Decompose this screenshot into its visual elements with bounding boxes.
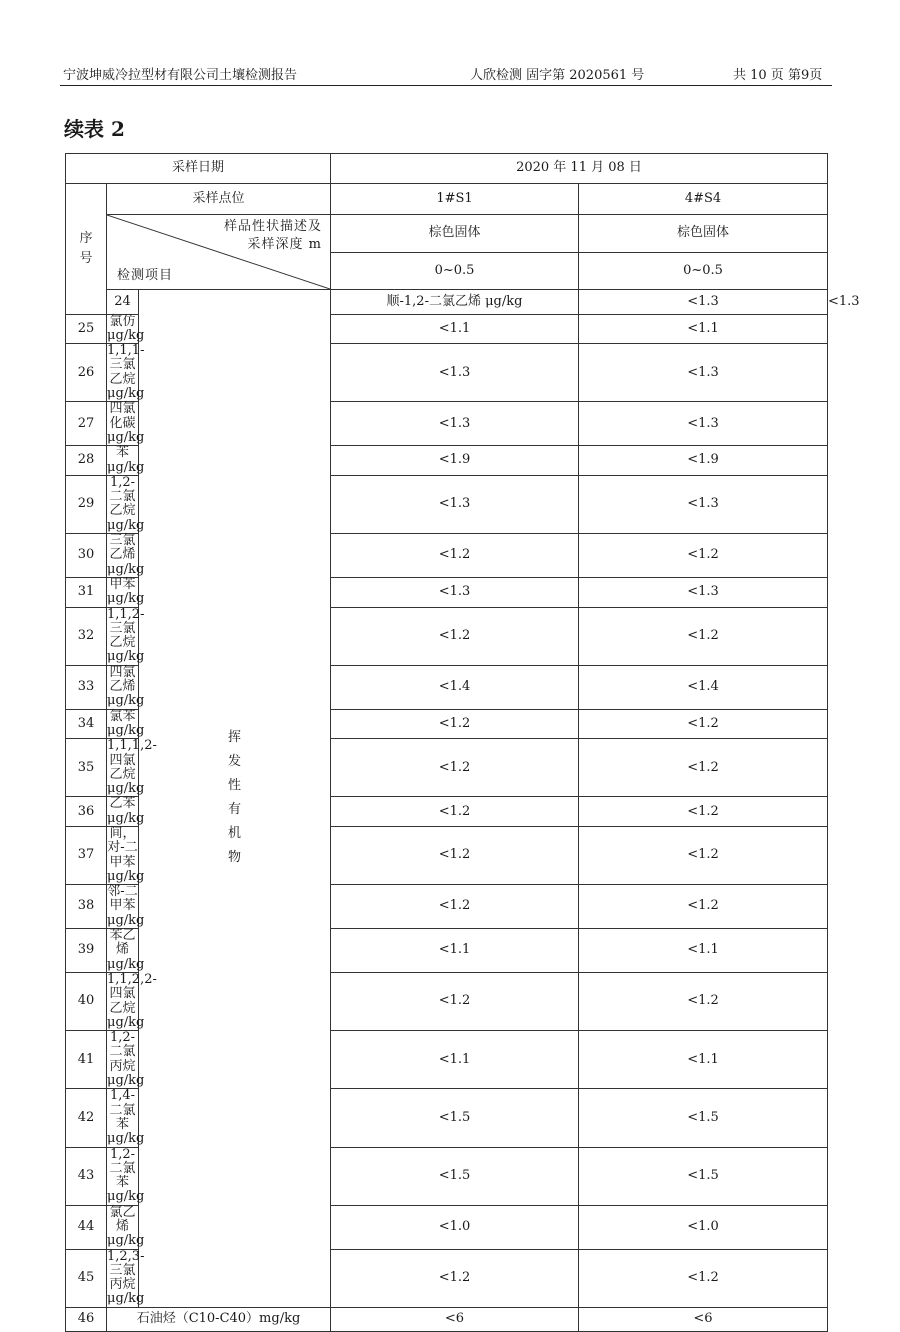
result-s4: <1.4 — [579, 665, 828, 709]
test-item: 1,2-二氯苯 μg/kg — [107, 1146, 145, 1205]
result-s4: <1.9 — [579, 446, 828, 476]
diag-top-text — [224, 218, 322, 254]
row-number: 24 — [107, 290, 139, 315]
diagonal-header-cell — [107, 215, 331, 290]
sampling-point-row — [66, 184, 828, 215]
test-item: 苯 μg/kg — [107, 445, 145, 475]
sequence-header — [66, 184, 107, 315]
result-s1: <1.5 — [331, 1147, 579, 1205]
result-s4: <1.3 — [579, 577, 828, 607]
sampling-date-label: 采样日期 — [66, 154, 331, 184]
result-s1: <1.0 — [331, 1205, 579, 1249]
test-item: 1,2-二氯丙烷 μg/kg — [107, 1030, 145, 1089]
page-indicator: 共 10 页 第9页 — [733, 68, 823, 83]
row-number: 29 — [66, 475, 107, 533]
result-s4: <1.2 — [579, 709, 828, 739]
result-s1: <1.1 — [331, 929, 579, 973]
row-number: 33 — [66, 665, 107, 709]
row-number: 35 — [66, 739, 107, 797]
result-s1: <1.3 — [331, 475, 579, 533]
description-row — [66, 215, 828, 253]
result-s1: <1.2 — [331, 972, 579, 1030]
test-item: 1,4-二氯苯 μg/kg — [107, 1088, 145, 1147]
result-s4: <6 — [579, 1307, 828, 1332]
report-number: 人欣检测 固字第 2020561 号 — [470, 68, 645, 83]
test-item: 氯苯 μg/kg — [107, 708, 145, 738]
description-s1: 棕色固体 — [331, 215, 579, 253]
row-number: 43 — [66, 1147, 107, 1205]
result-s1: <1.3 — [331, 577, 579, 607]
table-row — [66, 1307, 828, 1332]
diag-top-line1: 样品性状描述及 — [223, 219, 322, 234]
test-item: 1,1,2-三氯乙烷 μg/kg — [107, 606, 145, 665]
row-number: 44 — [66, 1205, 107, 1249]
test-item: 乙苯 μg/kg — [107, 796, 145, 826]
row-number: 39 — [66, 929, 107, 973]
test-item: 邻-二甲苯 μg/kg — [107, 884, 145, 928]
result-s1: <1.1 — [331, 1031, 579, 1089]
result-s4: <1.1 — [579, 1031, 828, 1089]
result-s4: <1.2 — [579, 797, 828, 827]
test-item: 间，对-二甲苯 μg/kg — [107, 825, 145, 884]
result-s4: <1.1 — [579, 314, 828, 344]
result-s4: <1.2 — [579, 972, 828, 1030]
header-divider — [60, 85, 832, 86]
sequence-label: 序号 — [79, 230, 93, 266]
test-item: 甲苯 μg/kg — [107, 576, 145, 607]
report-header-title: 宁波坤威冷拉型材有限公司土壤检测报告 — [63, 68, 298, 83]
result-s1: <1.9 — [331, 446, 579, 476]
row-number: 41 — [66, 1031, 107, 1089]
result-s4: <1.5 — [579, 1147, 828, 1205]
row-number: 26 — [66, 344, 107, 402]
row-number: 30 — [66, 534, 107, 578]
result-s4: <1.2 — [579, 885, 828, 929]
result-s1: <1.3 — [331, 402, 579, 446]
test-item: 顺-1,2-二氯乙烯 μg/kg — [331, 290, 579, 315]
test-item: 氯仿 μg/kg — [107, 313, 145, 343]
test-item: 苯乙烯 μg/kg — [107, 928, 145, 972]
result-s1: <1.2 — [331, 826, 579, 884]
test-item: 氯乙烯 μg/kg — [107, 1204, 145, 1249]
result-s1: <1.3 — [579, 290, 828, 315]
test-item: 石油烃（C10-C40）mg/kg — [107, 1307, 331, 1332]
point-s4: 4#S4 — [579, 184, 828, 215]
result-s4: <1.5 — [579, 1089, 828, 1147]
row-number: 27 — [66, 402, 107, 446]
test-item: 1,1,2,2-四氯乙烷 μg/kg — [107, 971, 157, 1030]
test-item: 四氯化碳 μg/kg — [107, 401, 145, 445]
group-label: 挥发性有机物 — [227, 730, 241, 866]
test-item: 1,1,1,2-四氯乙烷 μg/kg — [107, 738, 157, 797]
table-title: 续表 2 — [64, 117, 125, 141]
sampling-date-row — [66, 154, 828, 184]
row-number: 46 — [66, 1307, 107, 1332]
row-number: 28 — [66, 446, 107, 476]
row-number: 25 — [66, 314, 107, 344]
depth-s1: 0~0.5 — [331, 253, 579, 290]
result-s4: <1.3 — [579, 344, 828, 402]
group-cell — [139, 290, 331, 1308]
row-number: 37 — [66, 826, 107, 884]
row-number: 45 — [66, 1249, 107, 1307]
sampling-point-label: 采样点位 — [107, 184, 331, 215]
result-s1: <1.2 — [331, 709, 579, 739]
result-s1: <1.2 — [331, 797, 579, 827]
diag-bottom-text: 检测项目 — [117, 267, 174, 283]
description-s4: 棕色固体 — [579, 215, 828, 253]
result-s4: <1.1 — [579, 929, 828, 973]
test-item: 四氯乙烯 μg/kg — [107, 664, 145, 709]
row-number: 31 — [66, 577, 107, 607]
result-s4: <1.2 — [579, 1249, 828, 1307]
result-s1: <1.5 — [331, 1089, 579, 1147]
row-number: 36 — [66, 797, 107, 827]
result-s4: <1.0 — [579, 1205, 828, 1249]
result-s1: <1.2 — [331, 534, 579, 578]
result-s4: <1.2 — [579, 607, 828, 665]
result-s4: <1.2 — [579, 739, 828, 797]
result-s4: <1.3 — [579, 402, 828, 446]
results-table — [65, 153, 860, 1332]
result-s1: <1.4 — [331, 665, 579, 709]
diag-top-line2: 采样深度 m — [247, 237, 322, 252]
test-item: 1,1,1-三氯乙烷 μg/kg — [107, 343, 145, 402]
row-number: 34 — [66, 709, 107, 739]
result-s1: <1.1 — [331, 314, 579, 344]
table-row: 24 挥发性有机物 顺-1,2-二氯乙烯 μg/kg <1.3 <1.3 — [66, 290, 828, 315]
depth-s4: 0~0.5 — [579, 253, 828, 290]
result-s1: <1.3 — [331, 344, 579, 402]
result-s4: <1.3 — [579, 475, 828, 533]
test-item: 1,2-二氯乙烷 μg/kg — [107, 474, 145, 533]
test-item: 三氯乙烯 μg/kg — [107, 533, 145, 577]
sampling-date-value: 2020 年 11 月 08 日 — [331, 154, 828, 184]
result-s1: <6 — [331, 1307, 579, 1332]
row-number: 40 — [66, 972, 107, 1030]
row-number: 38 — [66, 885, 107, 929]
result-s4: <1.2 — [579, 826, 828, 884]
row-number: 32 — [66, 607, 107, 665]
result-s1: <1.2 — [331, 1249, 579, 1307]
result-s1: <1.2 — [331, 607, 579, 665]
result-s1: <1.2 — [331, 885, 579, 929]
result-s1: <1.2 — [331, 739, 579, 797]
point-s1: 1#S1 — [331, 184, 579, 215]
test-item: 1,2,3-三氯丙烷 μg/kg — [107, 1248, 145, 1307]
result-s4: <1.2 — [579, 534, 828, 578]
row-number: 42 — [66, 1089, 107, 1147]
